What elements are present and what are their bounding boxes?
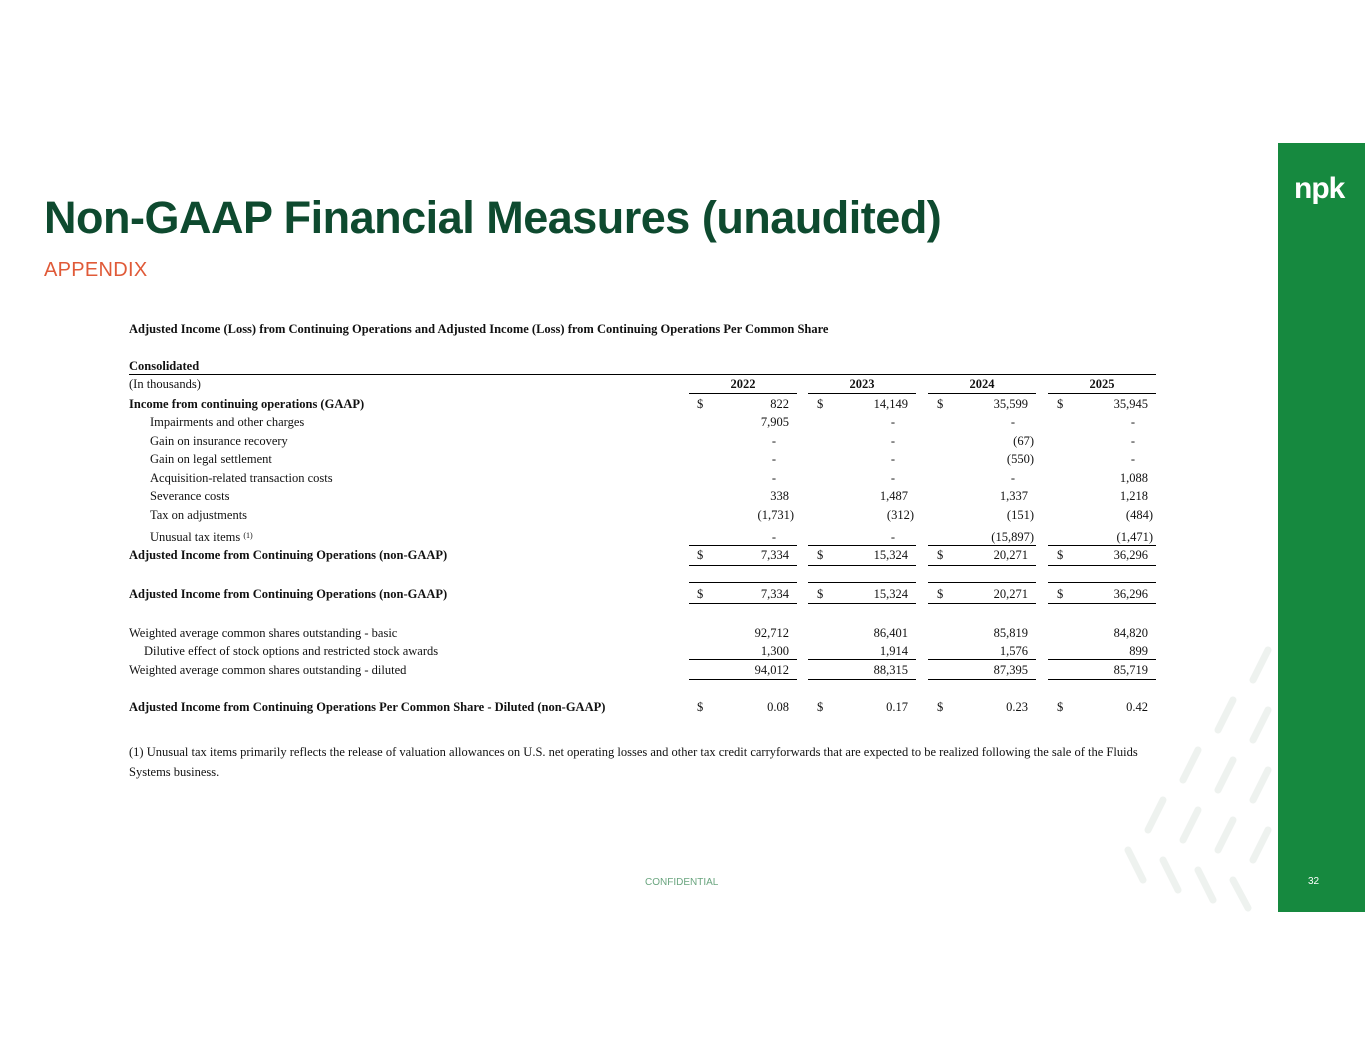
- subtotal-rule: [808, 679, 916, 680]
- cell-2024: 87,395: [993, 663, 1028, 677]
- total-rule: [808, 582, 916, 583]
- cell-2025: 899: [1129, 644, 1148, 658]
- currency-symbol: $: [697, 397, 704, 411]
- year-underline: [1048, 393, 1156, 394]
- table-title: Adjusted Income (Loss) from Continuing Operations and Adjusted Income (Loss) from Continuing Operations Per Common Share: [129, 322, 829, 336]
- table-row: [0, 508, 1200, 526]
- total-rule: [928, 603, 1036, 604]
- table-row: [0, 452, 1200, 470]
- slide-title: Non-GAAP Financial Measures (unaudited): [44, 192, 942, 243]
- currency-symbol: $: [1057, 548, 1064, 562]
- table-row: [0, 434, 1200, 452]
- subtotal-rule: [689, 659, 797, 660]
- cell-2022: 7,334: [760, 548, 789, 562]
- cell-2023: -: [890, 530, 895, 544]
- currency-symbol: $: [937, 397, 944, 411]
- table-row: [0, 700, 1200, 718]
- table-row: [0, 415, 1200, 433]
- total-rule: [928, 565, 1036, 566]
- cell-2025: 85,719: [1113, 663, 1148, 677]
- currency-symbol: $: [697, 548, 704, 562]
- cell-2022: -: [771, 530, 776, 544]
- row-label: Adjusted Income from Continuing Operations (non-GAAP): [129, 587, 448, 601]
- cell-2025: 1,218: [1119, 489, 1148, 503]
- table-row: [0, 489, 1200, 507]
- row-label: Adjusted Income from Continuing Operations Per Common Share - Diluted (non-GAAP): [129, 700, 606, 714]
- cell-2025: -: [1130, 415, 1135, 429]
- cell-2024: 20,271: [993, 587, 1028, 601]
- total-rule: [1048, 565, 1156, 566]
- cell-2024: 0.23: [1006, 700, 1028, 714]
- cell-2025: 36,296: [1113, 587, 1148, 601]
- cell-2024: 1,337: [999, 489, 1028, 503]
- subtotal-rule: [808, 545, 916, 546]
- cell-2023: 0.17: [886, 700, 908, 714]
- subtotal-rule: [928, 679, 1036, 680]
- table-row: [0, 471, 1200, 489]
- cell-2024: -: [1010, 471, 1015, 485]
- currency-symbol: $: [1057, 587, 1064, 601]
- cell-2022: 7,334: [760, 587, 789, 601]
- currency-symbol: $: [817, 700, 824, 714]
- cell-2022: 94,012: [754, 663, 789, 677]
- section-label: Consolidated: [129, 359, 200, 373]
- cell-2025: -: [1130, 452, 1135, 466]
- currency-symbol: $: [1057, 397, 1064, 411]
- brand-sidebar: [1278, 143, 1365, 912]
- cell-2025: -: [1130, 434, 1135, 448]
- cell-2023: 86,401: [873, 626, 908, 640]
- cell-2023: 14,149: [873, 397, 908, 411]
- currency-symbol: $: [817, 587, 824, 601]
- currency-symbol: $: [817, 548, 824, 562]
- row-label: Weighted average common shares outstanding - basic: [129, 626, 398, 640]
- cell-2022: -: [771, 452, 776, 466]
- row-label: Impairments and other charges: [150, 415, 305, 429]
- cell-2023: 15,324: [873, 548, 908, 562]
- total-rule: [1048, 582, 1156, 583]
- confidential-label: CONFIDENTIAL: [645, 877, 719, 888]
- cell-2022: 0.08: [767, 700, 789, 714]
- cell-2023: -: [890, 434, 895, 448]
- year-underline: [928, 393, 1036, 394]
- subtotal-rule: [689, 679, 797, 680]
- row-label: Acquisition-related transaction costs: [150, 471, 333, 485]
- row-label: Tax on adjustments: [150, 508, 248, 522]
- subtotal-rule: [689, 545, 797, 546]
- row-label: Adjusted Income from Continuing Operations (non-GAAP): [129, 548, 448, 562]
- cell-2023: -: [890, 471, 895, 485]
- total-rule: [1048, 603, 1156, 604]
- cell-2024: (67): [1013, 434, 1034, 448]
- currency-symbol: $: [1057, 700, 1064, 714]
- subtotal-rule: [1048, 659, 1156, 660]
- company-logo: npk: [1294, 172, 1345, 205]
- total-rule: [689, 603, 797, 604]
- cell-2022: 7,905: [760, 415, 789, 429]
- page-number: 32: [1308, 876, 1320, 887]
- cell-2025: 36,296: [1113, 548, 1148, 562]
- currency-symbol: $: [937, 587, 944, 601]
- currency-symbol: $: [937, 548, 944, 562]
- subtotal-rule: [928, 659, 1036, 660]
- year-underline: [808, 393, 916, 394]
- row-label: [150, 530, 253, 545]
- cell-2025: 84,820: [1113, 626, 1148, 640]
- table-row: [0, 397, 1200, 415]
- cell-2024: 20,271: [993, 548, 1028, 562]
- cell-2023: 88,315: [873, 663, 908, 677]
- cell-2022: -: [771, 471, 776, 485]
- cell-2024: 85,819: [993, 626, 1028, 640]
- subtotal-rule: [808, 659, 916, 660]
- total-rule: [808, 565, 916, 566]
- cell-2024: (550): [1006, 452, 1034, 466]
- cell-2023: -: [890, 415, 895, 429]
- cell-2023: 1,914: [879, 644, 908, 658]
- total-rule: [928, 582, 1036, 583]
- year-underline: [689, 393, 797, 394]
- cell-2025: (484): [1125, 508, 1153, 522]
- header-divider: [129, 374, 1156, 375]
- year-header-2023: 2023: [849, 377, 875, 391]
- row-label: Gain on legal settlement: [150, 452, 272, 466]
- subtotal-rule: [928, 545, 1036, 546]
- cell-2024: (15,897): [991, 530, 1034, 544]
- cell-2024: 1,576: [999, 644, 1028, 658]
- row-label: Weighted average common shares outstanding - diluted: [129, 663, 407, 677]
- currency-symbol: $: [817, 397, 824, 411]
- table-row: [0, 626, 1200, 644]
- cell-2025: 35,945: [1113, 397, 1148, 411]
- cell-2025: 0.42: [1126, 700, 1148, 714]
- cell-2025: 1,088: [1119, 471, 1148, 485]
- total-rule: [689, 565, 797, 566]
- currency-symbol: $: [697, 587, 704, 601]
- row-label: Severance costs: [150, 489, 230, 503]
- row-label: Income from continuing operations (GAAP): [129, 397, 365, 411]
- cell-2024: 35,599: [993, 397, 1028, 411]
- units-label: (In thousands): [129, 377, 201, 391]
- cell-2024: (151): [1006, 508, 1034, 522]
- subtotal-rule: [1048, 545, 1156, 546]
- total-rule: [808, 603, 916, 604]
- table-row: [0, 548, 1200, 566]
- year-header-2022: 2022: [730, 377, 756, 391]
- cell-2023: -: [890, 452, 895, 466]
- cell-2022: 338: [770, 489, 789, 503]
- row-label: Dilutive effect of stock options and restricted stock awards: [144, 644, 439, 658]
- cell-2023: 15,324: [873, 587, 908, 601]
- subtotal-rule: [1048, 679, 1156, 680]
- slide-subtitle: APPENDIX: [44, 259, 148, 281]
- footnote-ref: (1): [243, 531, 253, 540]
- cell-2022: 92,712: [754, 626, 789, 640]
- row-label-text: Unusual tax items: [150, 530, 241, 544]
- year-header-2025: 2025: [1089, 377, 1115, 391]
- cell-2025: (1,471): [1116, 530, 1153, 544]
- year-header-2024: 2024: [969, 377, 995, 391]
- cell-2023: 1,487: [879, 489, 908, 503]
- total-rule: [689, 582, 797, 583]
- cell-2022: (1,731): [757, 508, 794, 522]
- footnote: (1) Unusual tax items primarily reflects the release of valuation allowances on U.S. net operating losses and other tax credit carryforwards that are expected to be realized following the sale of the Fluids Systems business.: [129, 745, 1138, 779]
- cell-2022: -: [771, 434, 776, 448]
- cell-2022: 822: [770, 397, 789, 411]
- cell-2022: 1,300: [760, 644, 789, 658]
- cell-2023: (312): [886, 508, 914, 522]
- cell-2024: -: [1010, 415, 1015, 429]
- currency-symbol: $: [697, 700, 704, 714]
- row-label: Gain on insurance recovery: [150, 434, 288, 448]
- currency-symbol: $: [937, 700, 944, 714]
